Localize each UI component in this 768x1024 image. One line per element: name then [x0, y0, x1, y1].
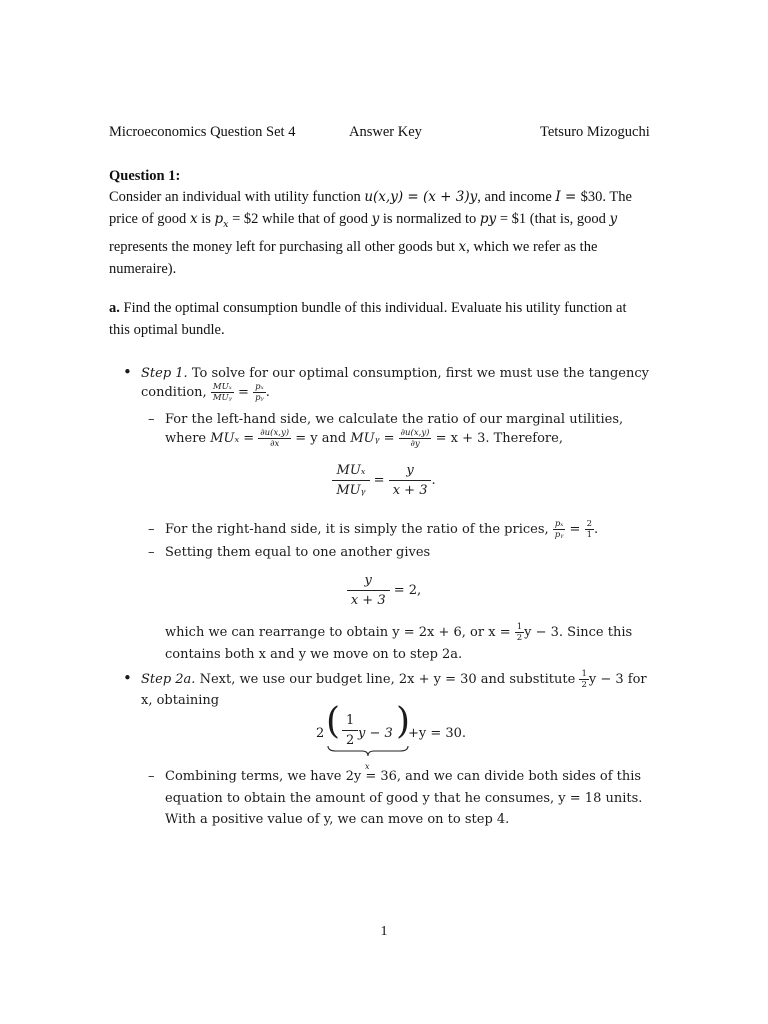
step1-line1: Step 1. To solve for our optimal consumption, first we must use the tangency	[141, 366, 649, 381]
dash-marker: –	[148, 522, 155, 537]
step2a-line2: x, obtaining	[141, 693, 220, 708]
combine-line2: equation to obtain the amount of good y that he consumes, y = 18 units.	[165, 791, 643, 806]
setting-line: Setting them equal to one another gives	[165, 545, 431, 560]
header-course: Microeconomics Question Set 4	[109, 124, 296, 140]
part-a: a. Find the optimal consumption bundle of this individual. Evaluate his utility function at this optimal bundle.	[109, 300, 627, 338]
equation-ratio-equals-2: $\frac{y}{x + 3}$ = 2,	[0, 574, 768, 607]
rearrange-line1: which we can rearrange to obtain y = 2x + 6, or x = $\frac{1}{2}$ y − 3. Since this	[165, 621, 633, 643]
combine-line1: Combining terms, we have 2y = 36, and we can divide both sides of this	[165, 769, 642, 784]
equation-budget-substitution: 2 ( $\frac{1}{2}$ y − 3 ) +y = 30. x	[316, 701, 467, 771]
step1-line2: condition, $\frac{\text{MUₓ}}{\text{MUᵧ}}$ = $\frac{\text{pₓ}}{\text{pᵧ}}$ .	[141, 381, 270, 403]
dash-marker: –	[148, 545, 155, 560]
bullet-marker: •	[123, 363, 132, 381]
question-title: Question 1:	[109, 168, 181, 184]
dash-marker: –	[148, 769, 155, 784]
rearrange-line2: contains both x and y we move on to step 2a.	[165, 647, 463, 662]
lhs-line2: where MUₓ = $\frac{\partial u(x,y)}{\partial x}$ = y and MUᵧ = $\frac{\partial u(x,y)}{\partial y}$ = x + 3. Therefore,	[165, 427, 563, 449]
question-body: Consider an individual with utility function u(x,y) = (x + 3)y, and income I = $30. The price of good x is $p_x$ = $2 while that of good y is normalized to py = $1 (that is, good y represents the money left for purchasing all other goods but x, which we refer as the numeraire).	[109, 189, 632, 277]
combine-line3: With a positive value of y, we can move on to step 4.	[165, 812, 510, 827]
header-author: Tetsuro Mizoguchi	[540, 124, 650, 140]
page-number: 1	[380, 924, 388, 939]
header-answer-key: Answer Key	[349, 124, 422, 140]
lhs-line1: For the left-hand side, we calculate the ratio of our marginal utilities,	[165, 412, 624, 427]
equation-mu-ratio: $\frac{\text{MUₓ}}{\text{MUᵧ}}$ = $\frac{y}{x + 3}$ .	[0, 464, 768, 497]
step2a-line1: Step 2a. Next, we use our budget line, 2x + y = 30 and substitute $\frac{1}{2}$ y − 3 for	[141, 668, 647, 690]
rhs-line: For the right-hand side, it is simply the ratio of the prices, $\frac{\text{pₓ}}{\text{pᵧ}}$ = $\frac{2}{1}$ .	[165, 518, 599, 540]
dash-marker: –	[148, 412, 155, 427]
bullet-marker: •	[123, 669, 132, 687]
